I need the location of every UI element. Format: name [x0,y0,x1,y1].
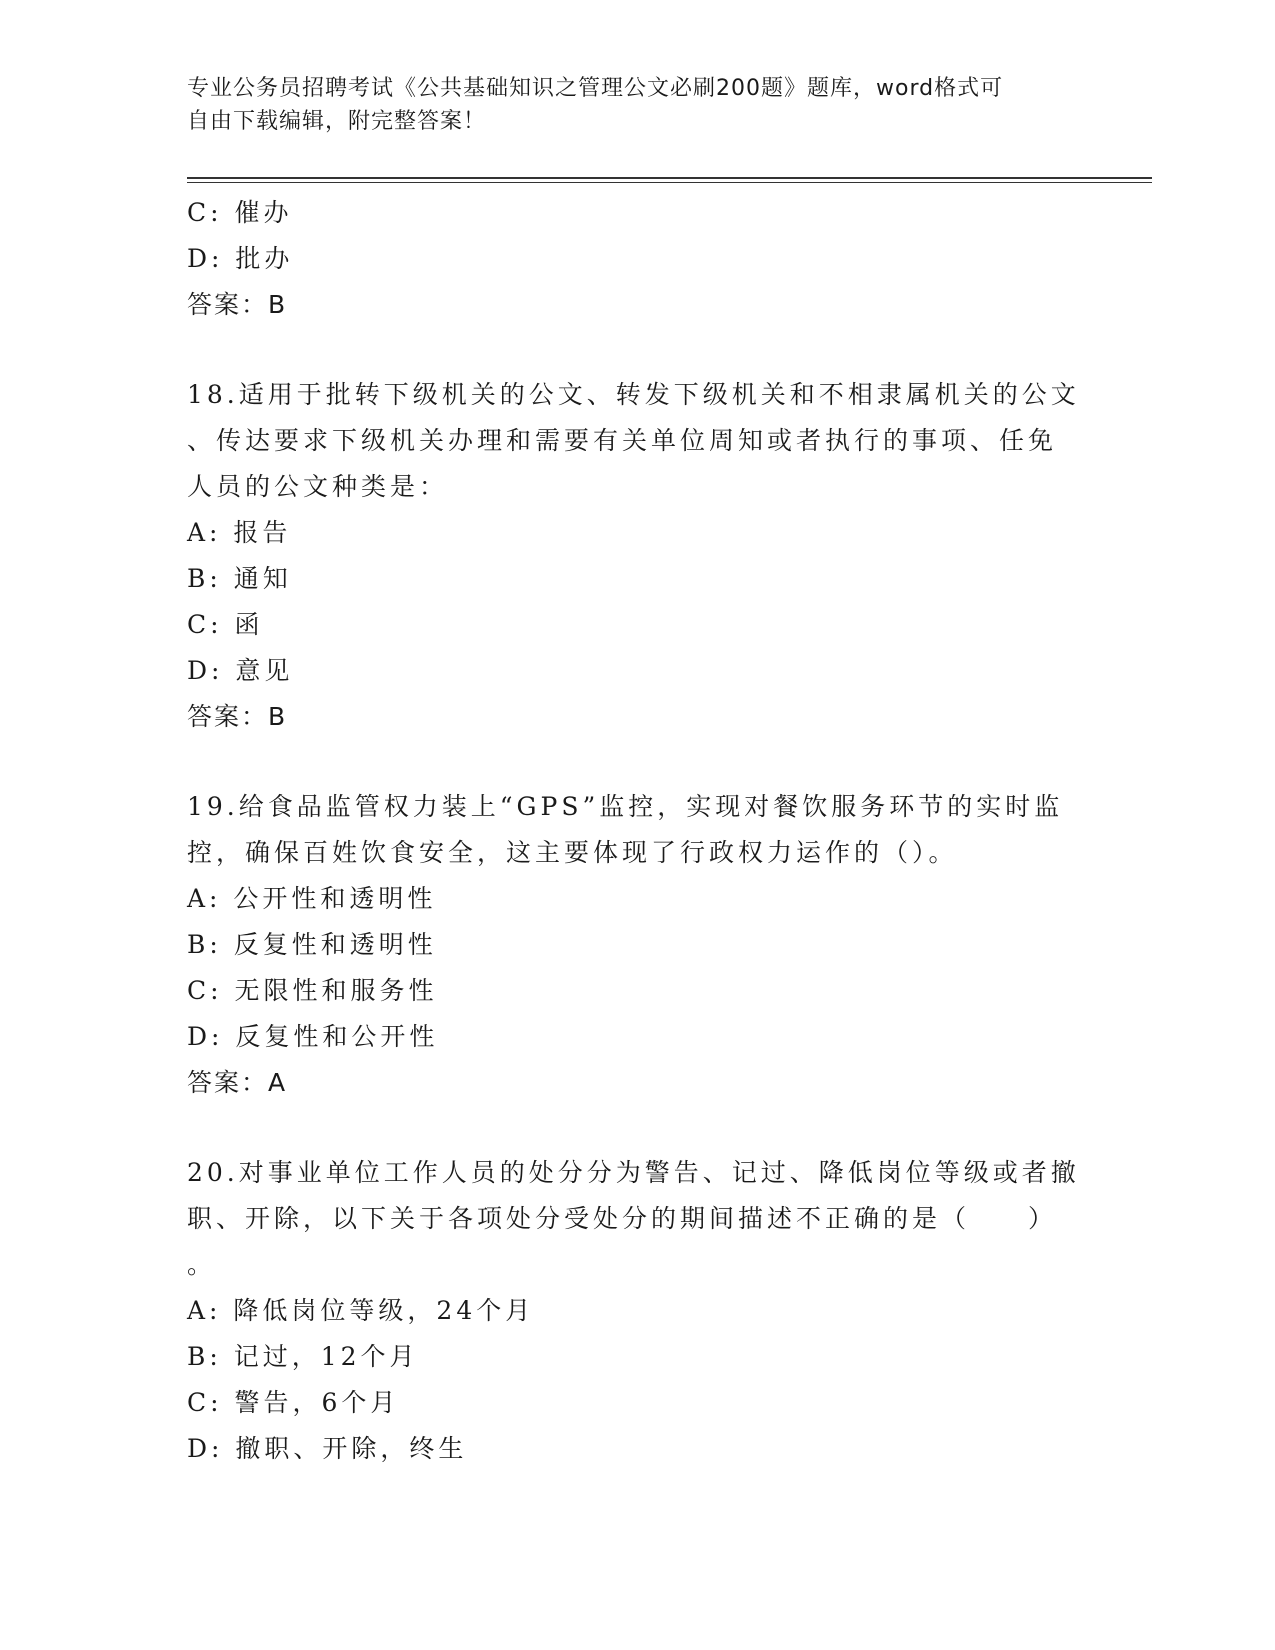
option-c: C: 催办 [187,198,293,227]
question-19 [187,784,1087,1106]
option-c: C: 无限性和服务性 [187,976,438,1005]
header-line-2: 自由下载编辑，附完整答案！ [187,109,487,134]
document-body [187,190,1087,1472]
option-a: A: 报告 [187,518,292,547]
question-text-line: 控，确保百姓饮食安全，这主要体现了行政权力运作的（）。 [187,838,958,867]
option-d: D: 意见 [187,656,294,685]
answer-line: 答案：B [187,290,288,319]
question-text-line: 人员的公文种类是： [187,472,449,501]
option-d: D: 撤职、开除，终生 [187,1434,468,1463]
question-20 [187,1150,1087,1472]
question-18 [187,372,1087,740]
answer-line: 答案：B [187,702,288,731]
option-b: B: 通知 [187,564,292,593]
question-text-line: 。 [187,1250,217,1279]
option-c: C: 警告，6个月 [187,1388,400,1417]
question-17-tail [187,190,1087,328]
option-a: A: 公开性和透明性 [187,884,437,913]
option-c: C: 函 [187,610,264,639]
header-rule-thick [187,177,1152,179]
question-text-line: 职、开除，以下关于各项处分受处分的期间描述不正确的是（ ） [187,1204,1058,1233]
option-b: B: 反复性和透明性 [187,930,437,959]
header-rule-thin [187,182,1152,183]
option-a: A: 降低岗位等级，24个月 [187,1296,535,1325]
option-d: D: 反复性和公开性 [187,1022,439,1051]
question-text-line: 19.给食品监管权力装上“GPS”监控，实现对餐饮服务环节的实时监 [187,792,1064,821]
answer-line: 答案：A [187,1068,288,1097]
question-text-line: 20.对事业单位工作人员的处分分为警告、记过、降低岗位等级或者撤 [187,1158,1080,1187]
question-text-line: 18.适用于批转下级机关的公文、转发下级机关和不相隶属机关的公文 [187,380,1080,409]
document-header [187,72,1087,138]
question-text-line: 、传达要求下级机关办理和需要有关单位周知或者执行的事项、任免 [187,426,1058,455]
option-b: B: 记过，12个月 [187,1342,419,1371]
header-line-1: 专业公务员招聘考试《公共基础知识之管理公文必刷200题》题库，word格式可 [187,76,1004,101]
option-d: D: 批办 [187,244,294,273]
